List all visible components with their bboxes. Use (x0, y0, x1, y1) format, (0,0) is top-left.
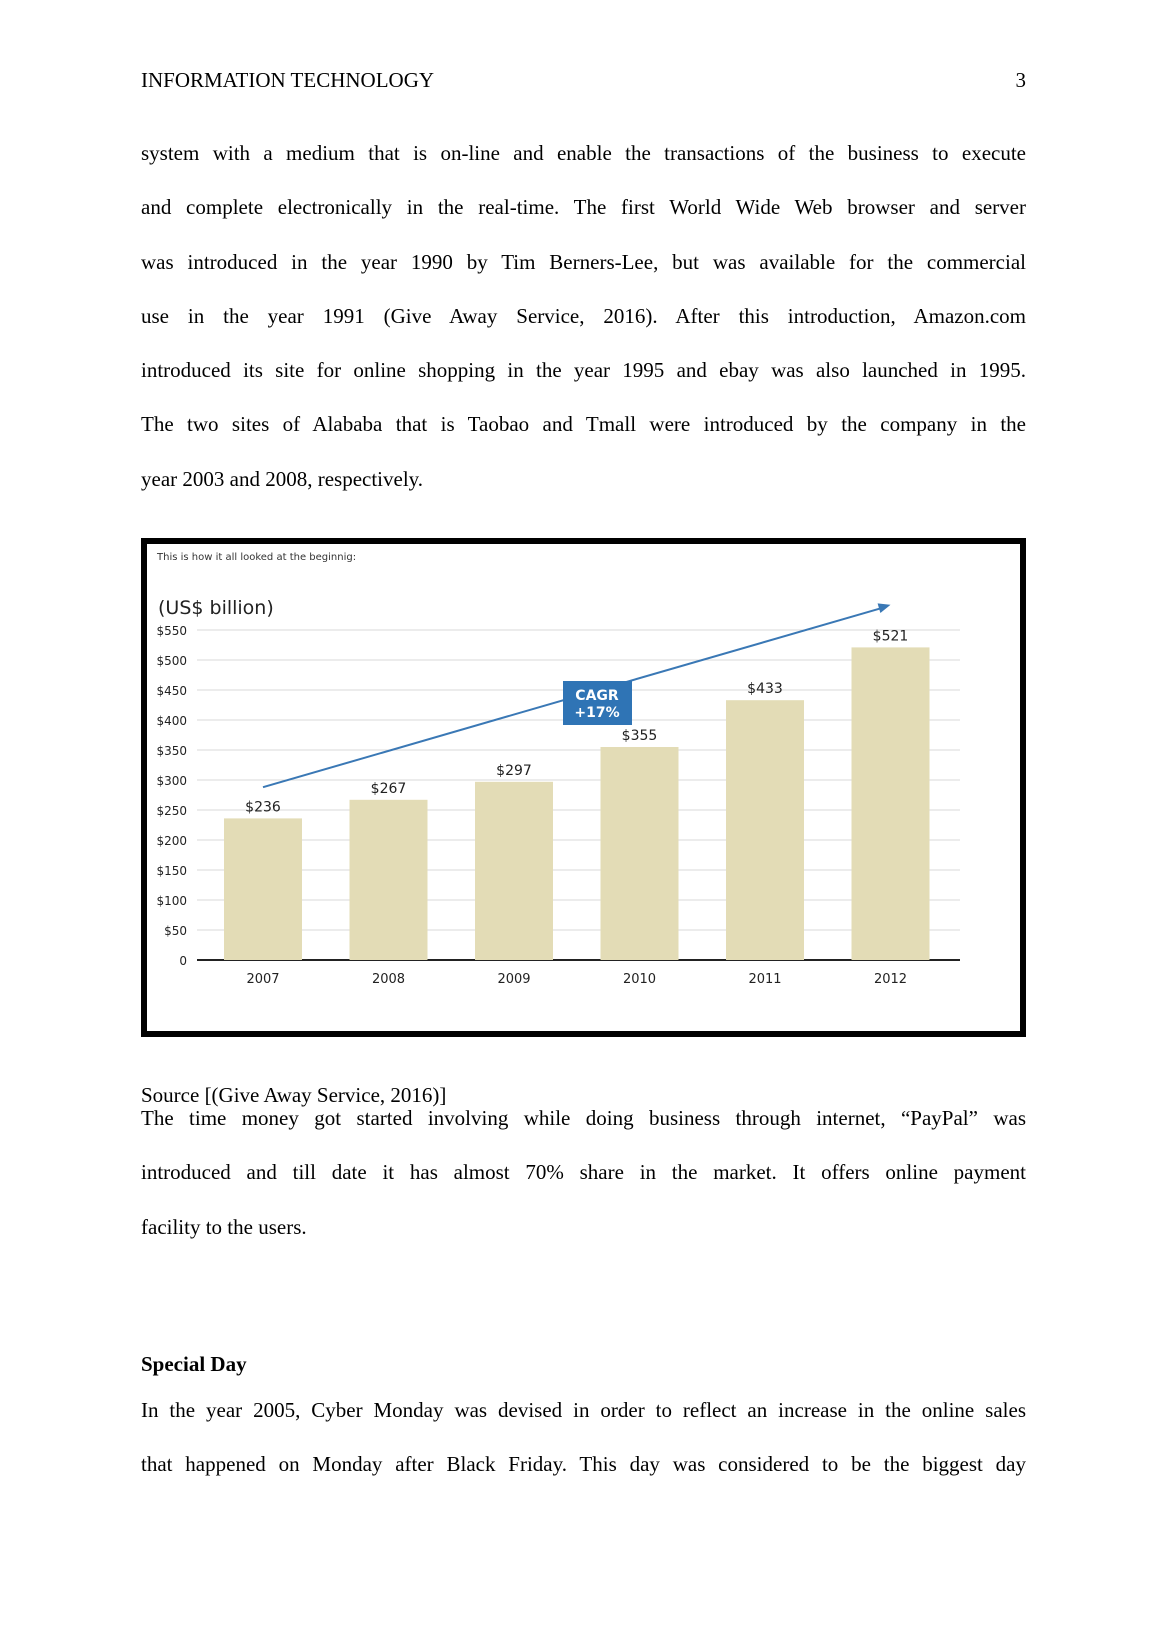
y-tick-label: $450 (156, 684, 187, 698)
y-tick-label: $200 (156, 834, 187, 848)
text-line: and complete electronically in the real-time. The first World Wide Web browser and server (141, 195, 1026, 220)
trend-arrowhead (878, 603, 891, 613)
text-line: introduced and till date it has almost 70% share in the market. It offers online payment (141, 1160, 1026, 1185)
y-tick-label: $250 (156, 804, 187, 818)
y-tick-label: $50 (164, 924, 187, 938)
page-header (141, 68, 1026, 93)
cagr-value: +17% (574, 705, 620, 721)
y-tick-label: $500 (156, 654, 187, 668)
text-line: facility to the users. (141, 1214, 307, 1239)
gridlines (197, 630, 960, 960)
bar (601, 747, 679, 960)
text-line: use in the year 1991 (Give Away Service, 2016). After this introduction, Amazon.com (141, 303, 1026, 328)
y-axis-unit-label: (US$ billion) (158, 597, 274, 619)
text-line: The time money got started involving while doing business through internet, “PayPal” was (141, 1106, 1026, 1130)
y-tick-label: $350 (156, 744, 187, 758)
cagr-label: CAGR (575, 688, 619, 704)
bar (475, 782, 553, 960)
cagr-annotation (563, 681, 632, 725)
x-tick-label: 2007 (246, 972, 280, 987)
y-tick-label: $300 (156, 774, 187, 788)
text-line: that happened on Monday after Black Friday. This day was considered to be the biggest day (141, 1452, 1026, 1477)
paragraph-history (141, 126, 1026, 506)
x-tick-label: 2011 (748, 972, 782, 987)
chart-figure (141, 538, 1026, 1037)
text-line: year 2003 and 2008, respectively. (141, 466, 424, 491)
x-tick-label: 2008 (371, 972, 406, 987)
bar-value-label: $267 (370, 780, 407, 797)
bar (224, 818, 302, 960)
text-line: system with a medium that is on-line and enable the transactions of the business to execute (141, 141, 1026, 165)
bar (726, 700, 804, 960)
page-number: 3 (1015, 68, 1026, 92)
paragraph-cyber-monday (141, 1383, 1026, 1492)
bar (852, 647, 930, 960)
y-tick-label: 0 (179, 954, 187, 968)
x-tick-label: 2009 (497, 972, 531, 987)
chart-title: This is how it all looked at the beginnig: (157, 552, 357, 563)
x-tick-label: 2010 (622, 972, 657, 987)
section-heading: Special Day (141, 1352, 247, 1376)
text-line: introduced its site for online shopping in the year 1995 and ebay was also launched in 1995. (141, 358, 1026, 383)
text-line: The two sites of Alababa that is Taobao and Tmall were introduced by the company in the (141, 412, 1026, 437)
bar (350, 800, 428, 960)
bar-value-label: $355 (621, 728, 658, 744)
paragraph-paypal (141, 1091, 1026, 1254)
running-head: INFORMATION TECHNOLOGY (141, 68, 435, 92)
y-tick-label: $150 (156, 864, 187, 878)
text-line: In the year 2005, Cyber Monday was devised in order to reflect an increase in the online sales (141, 1398, 1026, 1422)
bar-value-label: $433 (747, 681, 783, 698)
figure-source: Source [(Give Away Service, 2016)] (141, 1083, 447, 1107)
text-line: was introduced in the year 1990 by Tim Berners-Lee, but was available for the commercial (141, 249, 1026, 274)
y-tick-label: $550 (156, 624, 187, 638)
sales-bar-chart (147, 544, 1020, 1031)
x-tick-label: 2012 (873, 972, 908, 987)
bar-value-label: $236 (245, 799, 281, 816)
y-tick-label: $400 (156, 714, 187, 728)
bar-value-label: $521 (872, 628, 909, 645)
bar-value-label: $297 (496, 762, 532, 779)
y-tick-label: $100 (156, 894, 187, 908)
